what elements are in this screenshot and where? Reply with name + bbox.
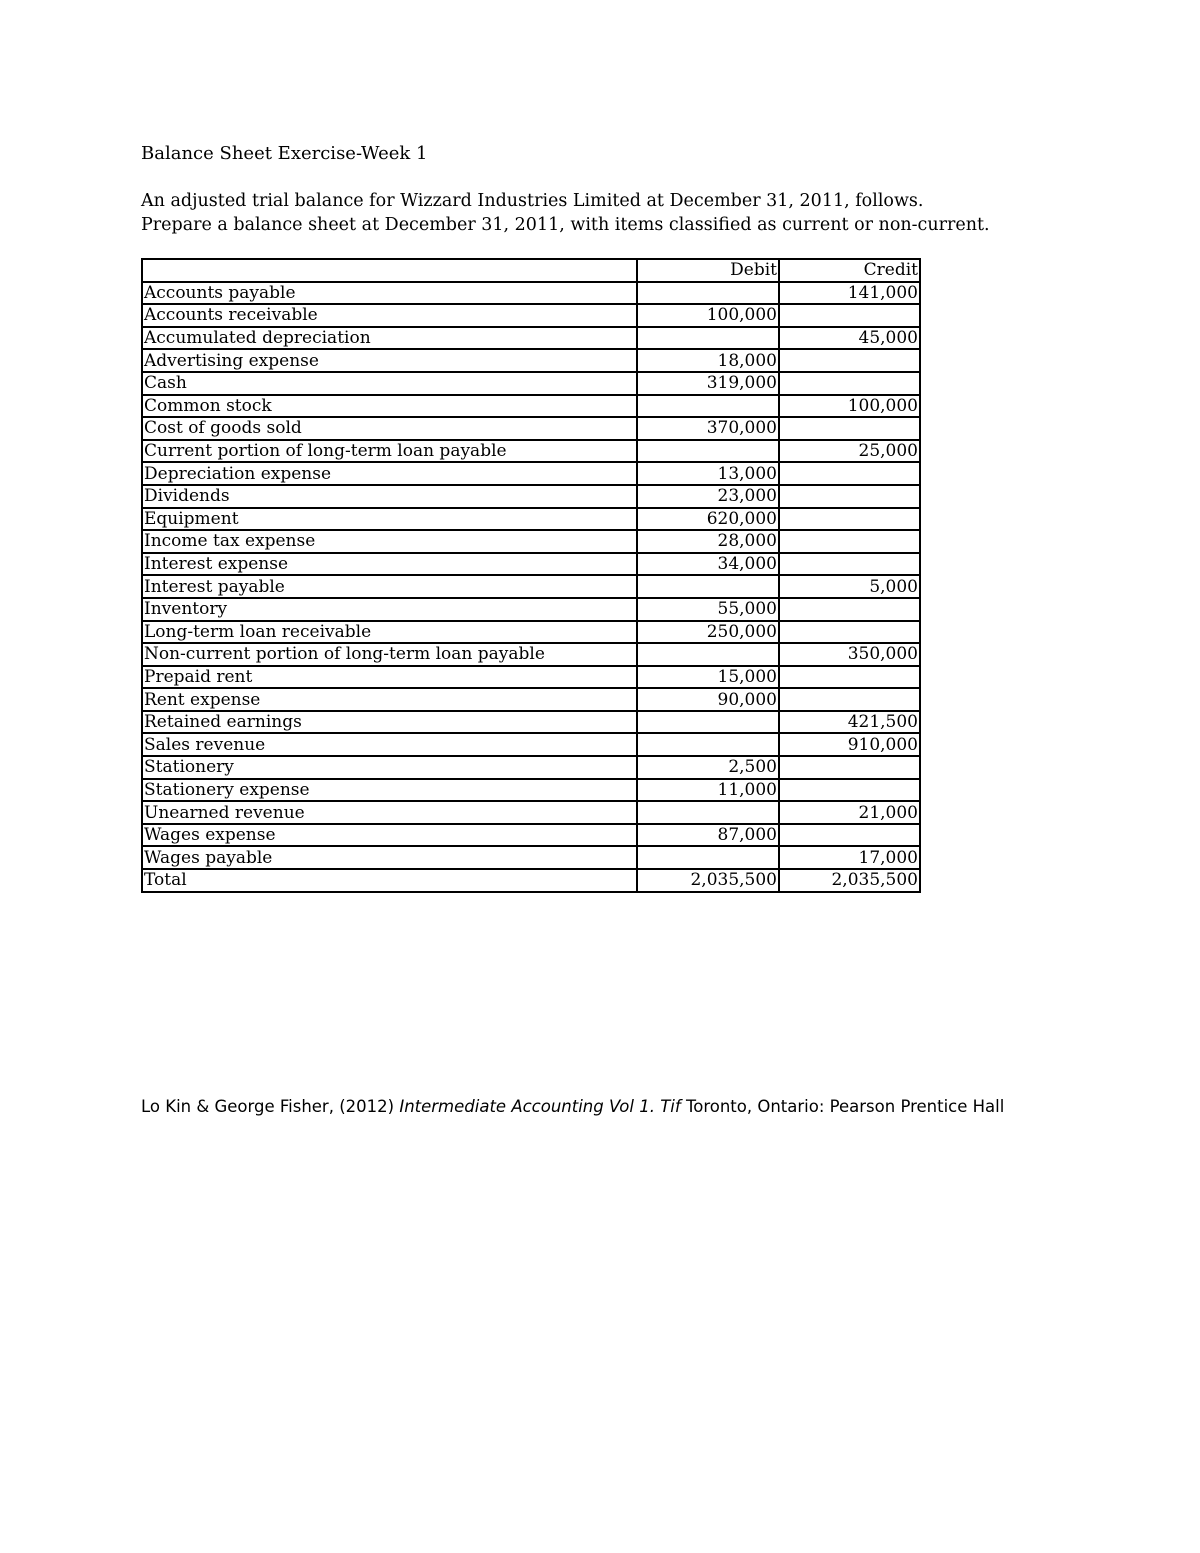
account-cell: Stationery expense (142, 779, 637, 802)
debit-cell: 11,000 (637, 779, 779, 802)
account-cell: Long-term loan receivable (142, 621, 637, 644)
account-cell: Inventory (142, 598, 637, 621)
debit-cell (637, 395, 779, 418)
credit-cell (779, 688, 920, 711)
credit-cell (779, 824, 920, 847)
account-cell: Current portion of long-term loan payable (142, 440, 637, 463)
debit-cell: 620,000 (637, 508, 779, 531)
account-cell: Interest expense (142, 553, 637, 576)
document-title: Balance Sheet Exercise-Week 1 (141, 143, 428, 164)
account-cell: Equipment (142, 508, 637, 531)
table-header-row (142, 259, 920, 282)
table-row (142, 598, 920, 621)
table-row (142, 869, 920, 892)
table-row (142, 733, 920, 756)
table-row (142, 779, 920, 802)
debit-cell: 23,000 (637, 485, 779, 508)
credit-cell (779, 304, 920, 327)
account-cell: Stationery (142, 756, 637, 779)
debit-cell: 28,000 (637, 530, 779, 553)
debit-cell (637, 327, 779, 350)
account-cell: Depreciation expense (142, 462, 637, 485)
account-cell: Interest payable (142, 575, 637, 598)
credit-cell (779, 508, 920, 531)
credit-cell (779, 417, 920, 440)
credit-cell (779, 779, 920, 802)
debit-cell: 13,000 (637, 462, 779, 485)
credit-cell (779, 485, 920, 508)
debit-cell (637, 711, 779, 734)
citation (141, 1096, 1004, 1118)
debit-cell (637, 801, 779, 824)
debit-cell: 2,500 (637, 756, 779, 779)
credit-cell (779, 462, 920, 485)
citation-book-title: Intermediate Accounting Vol 1. Tif (399, 1097, 681, 1116)
table-row (142, 530, 920, 553)
table-row (142, 643, 920, 666)
debit-cell: 2,035,500 (637, 869, 779, 892)
credit-cell (779, 530, 920, 553)
table-row (142, 395, 920, 418)
credit-cell: 45,000 (779, 327, 920, 350)
credit-cell: 141,000 (779, 282, 920, 305)
debit-cell (637, 846, 779, 869)
citation-authors: Lo Kin & George Fisher, (2012) (141, 1097, 400, 1116)
credit-cell: 350,000 (779, 643, 920, 666)
credit-cell: 5,000 (779, 575, 920, 598)
trial-balance-body (142, 259, 920, 892)
citation-publisher: Toronto, Ontario: Pearson Prentice Hall (680, 1097, 1005, 1116)
debit-cell (637, 440, 779, 463)
debit-cell: 55,000 (637, 598, 779, 621)
table-row (142, 846, 920, 869)
debit-cell (637, 643, 779, 666)
debit-cell: 18,000 (637, 349, 779, 372)
table-row (142, 372, 920, 395)
intro-paragraph (141, 189, 990, 237)
table-row (142, 327, 920, 350)
intro-line-1: An adjusted trial balance for Wizzard Industries Limited at December 31, 2011, follows. (141, 191, 924, 211)
intro-line-2: Prepare a balance sheet at December 31, 2011, with items classified as current or non-current. (141, 215, 990, 235)
credit-cell (779, 553, 920, 576)
credit-cell: 421,500 (779, 711, 920, 734)
header-debit: Debit (637, 259, 779, 282)
credit-cell (779, 372, 920, 395)
table-row (142, 666, 920, 689)
debit-cell (637, 282, 779, 305)
table-row (142, 756, 920, 779)
debit-cell: 87,000 (637, 824, 779, 847)
table-row (142, 711, 920, 734)
account-cell: Total (142, 869, 637, 892)
table-row (142, 621, 920, 644)
account-cell: Advertising expense (142, 349, 637, 372)
account-cell: Accounts receivable (142, 304, 637, 327)
credit-cell: 2,035,500 (779, 869, 920, 892)
header-account (142, 259, 637, 282)
debit-cell: 90,000 (637, 688, 779, 711)
credit-cell: 17,000 (779, 846, 920, 869)
account-cell: Non-current portion of long-term loan payable (142, 643, 637, 666)
debit-cell (637, 733, 779, 756)
credit-cell: 100,000 (779, 395, 920, 418)
account-cell: Unearned revenue (142, 801, 637, 824)
account-cell: Retained earnings (142, 711, 637, 734)
table-row (142, 417, 920, 440)
table-row (142, 508, 920, 531)
account-cell: Wages payable (142, 846, 637, 869)
credit-cell (779, 598, 920, 621)
debit-cell: 319,000 (637, 372, 779, 395)
account-cell: Wages expense (142, 824, 637, 847)
account-cell: Cost of goods sold (142, 417, 637, 440)
account-cell: Sales revenue (142, 733, 637, 756)
table-row (142, 688, 920, 711)
credit-cell (779, 621, 920, 644)
debit-cell: 250,000 (637, 621, 779, 644)
credit-cell: 25,000 (779, 440, 920, 463)
account-cell: Income tax expense (142, 530, 637, 553)
table-row (142, 349, 920, 372)
table-row (142, 304, 920, 327)
credit-cell (779, 666, 920, 689)
table-row (142, 575, 920, 598)
account-cell: Accumulated depreciation (142, 327, 637, 350)
debit-cell (637, 575, 779, 598)
trial-balance-table (141, 258, 921, 893)
debit-cell: 34,000 (637, 553, 779, 576)
table-row (142, 553, 920, 576)
account-cell: Dividends (142, 485, 637, 508)
debit-cell: 100,000 (637, 304, 779, 327)
table-row (142, 282, 920, 305)
table-row (142, 485, 920, 508)
account-cell: Prepaid rent (142, 666, 637, 689)
credit-cell (779, 349, 920, 372)
table-row (142, 440, 920, 463)
account-cell: Rent expense (142, 688, 637, 711)
account-cell: Accounts payable (142, 282, 637, 305)
credit-cell (779, 756, 920, 779)
credit-cell: 21,000 (779, 801, 920, 824)
table-row (142, 801, 920, 824)
account-cell: Common stock (142, 395, 637, 418)
credit-cell: 910,000 (779, 733, 920, 756)
table-row (142, 824, 920, 847)
debit-cell: 15,000 (637, 666, 779, 689)
header-credit: Credit (779, 259, 920, 282)
account-cell: Cash (142, 372, 637, 395)
debit-cell: 370,000 (637, 417, 779, 440)
table-row (142, 462, 920, 485)
